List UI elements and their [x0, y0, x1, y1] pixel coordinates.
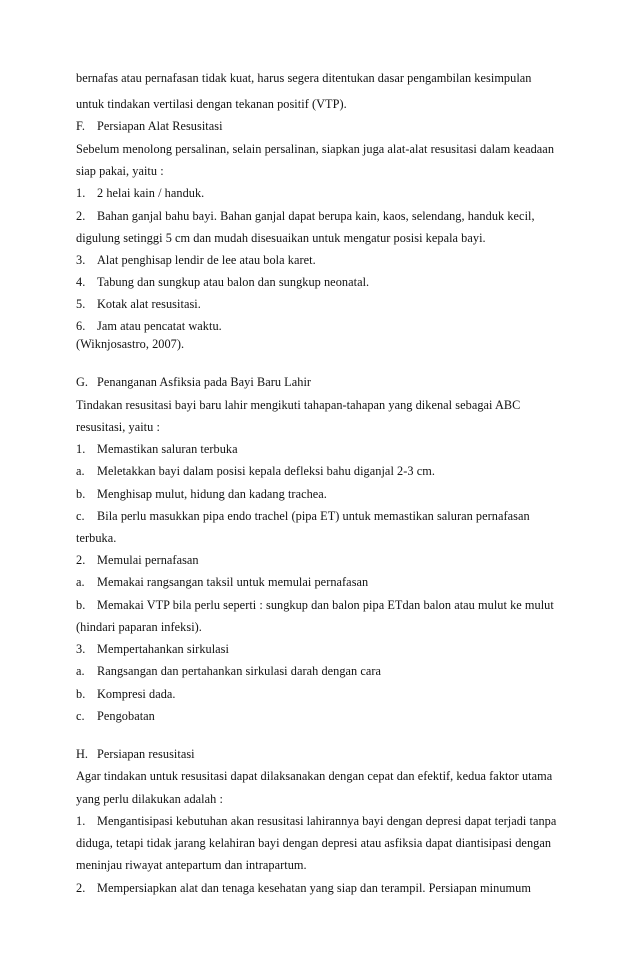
item-text: Memulai pernafasan	[97, 553, 199, 567]
item-text: Persiapan Alat Resusitasi	[97, 119, 223, 133]
list-item	[76, 252, 316, 268]
item-text: Memakai rangsangan taksil untuk memulai pernafasan	[97, 575, 369, 589]
list-item	[76, 441, 238, 457]
item-text: Penanganan Asfiksia pada Bayi Baru Lahir	[97, 375, 312, 389]
list-item	[76, 208, 535, 224]
list-item	[76, 296, 201, 312]
section-heading-g	[76, 374, 311, 390]
item-text: Bahan ganjal bahu bayi. Bahan ganjal dapat berupa kain, kaos, selendang, handuk kecil,	[97, 209, 535, 223]
paragraph-line: terbuka.	[76, 531, 117, 545]
paragraph-line: bernafas atau pernafasan tidak kuat, harus segera ditentukan dasar pengambilan kesimpulan	[76, 71, 532, 85]
item-marker: 2.	[76, 553, 86, 567]
item-marker: 1.	[76, 442, 86, 456]
item-marker: c.	[76, 509, 85, 523]
list-item	[76, 574, 368, 590]
list-item	[76, 552, 199, 568]
list-item	[76, 641, 229, 657]
list-item	[76, 663, 381, 679]
list-item	[76, 185, 204, 201]
paragraph-line: digulung setinggi 5 cm dan mudah disesuaikan untuk mengatur posisi kepala bayi.	[76, 231, 486, 245]
paragraph-line: meninjau riwayat antepartum dan intrapartum.	[76, 858, 307, 872]
item-text: Kompresi dada.	[97, 687, 176, 701]
item-marker: 1.	[76, 814, 86, 828]
list-item	[76, 686, 176, 702]
item-text: Kotak alat resusitasi.	[97, 297, 201, 311]
paragraph-line: (hindari paparan infeksi).	[76, 620, 202, 634]
item-text: Memakai VTP bila perlu seperti : sungkup dan balon pipa ETdan balon atau mulut ke mulut	[97, 598, 554, 612]
item-text: Menghisap mulut, hidung dan kadang trachea.	[97, 487, 327, 501]
item-text: Rangsangan dan pertahankan sirkulasi darah dengan cara	[97, 664, 382, 678]
item-text: Jam atau pencatat waktu.	[97, 319, 222, 333]
list-item	[76, 318, 222, 334]
item-marker: G.	[76, 375, 89, 389]
item-text: Tabung dan sungkup atau balon dan sungkup neonatal.	[97, 275, 370, 289]
citation: (Wiknjosastro, 2007).	[76, 337, 185, 351]
paragraph-line: siap pakai, yaitu :	[76, 164, 164, 178]
item-text: Mempertahankan sirkulasi	[97, 642, 229, 656]
item-text: Persiapan resusitasi	[97, 747, 195, 761]
list-item	[76, 274, 369, 290]
item-marker: a.	[76, 664, 85, 678]
item-text: Alat penghisap lendir de lee atau bola karet.	[97, 253, 316, 267]
section-heading-f	[76, 118, 223, 134]
item-marker: 6.	[76, 319, 86, 333]
paragraph-line: untuk tindakan vertilasi dengan tekanan positif (VTP).	[76, 97, 347, 111]
item-marker: 4.	[76, 275, 86, 289]
item-text: Mempersiapkan alat dan tenaga kesehatan yang siap dan terampil. Persiapan minumum	[97, 881, 531, 895]
list-item	[76, 813, 556, 829]
item-marker: a.	[76, 575, 85, 589]
paragraph-line: Sebelum menolong persalinan, selain persalinan, siapkan juga alat-alat resusitasi dalam keadaan	[76, 142, 555, 156]
item-marker: 1.	[76, 186, 86, 200]
list-item	[76, 463, 435, 479]
item-marker: F.	[76, 119, 86, 133]
item-text: Mengantisipasi kebutuhan akan resusitasi lahirannya bayi dengan depresi dapat terjadi tanpa	[97, 814, 557, 828]
item-marker: 2.	[76, 881, 86, 895]
item-marker: H.	[76, 747, 89, 761]
list-item	[76, 597, 554, 613]
item-text: 2 helai kain / handuk.	[97, 186, 205, 200]
list-item	[76, 486, 327, 502]
list-item	[76, 708, 155, 724]
item-text: Meletakkan bayi dalam posisi kepala defleksi bahu diganjal 2-3 cm.	[97, 464, 435, 478]
item-marker: a.	[76, 464, 85, 478]
list-item	[76, 508, 530, 524]
list-item	[76, 880, 531, 896]
paragraph-line: Tindakan resusitasi bayi baru lahir mengikuti tahapan-tahapan yang dikenal sebagai ABC	[76, 398, 521, 412]
item-marker: b.	[76, 598, 86, 612]
section-heading-h	[76, 746, 195, 762]
paragraph-line: diduga, tetapi tidak jarang kelahiran bayi dengan depresi atau asfiksia dapat diantisipasi dengan	[76, 836, 552, 850]
item-marker: 5.	[76, 297, 86, 311]
item-text: Memastikan saluran terbuka	[97, 442, 238, 456]
paragraph-line: yang perlu dilakukan adalah :	[76, 792, 223, 806]
item-marker: b.	[76, 687, 86, 701]
paragraph-line: resusitasi, yaitu :	[76, 420, 160, 434]
item-text: Pengobatan	[97, 709, 155, 723]
item-marker: 2.	[76, 209, 86, 223]
item-marker: c.	[76, 709, 85, 723]
item-marker: 3.	[76, 642, 86, 656]
item-text: Bila perlu masukkan pipa endo trachel (pipa ET) untuk memastikan saluran pernafasan	[97, 509, 530, 523]
item-marker: 3.	[76, 253, 86, 267]
item-marker: b.	[76, 487, 86, 501]
paragraph-line: Agar tindakan untuk resusitasi dapat dilaksanakan dengan cepat dan efektif, kedua faktor utama	[76, 769, 553, 783]
